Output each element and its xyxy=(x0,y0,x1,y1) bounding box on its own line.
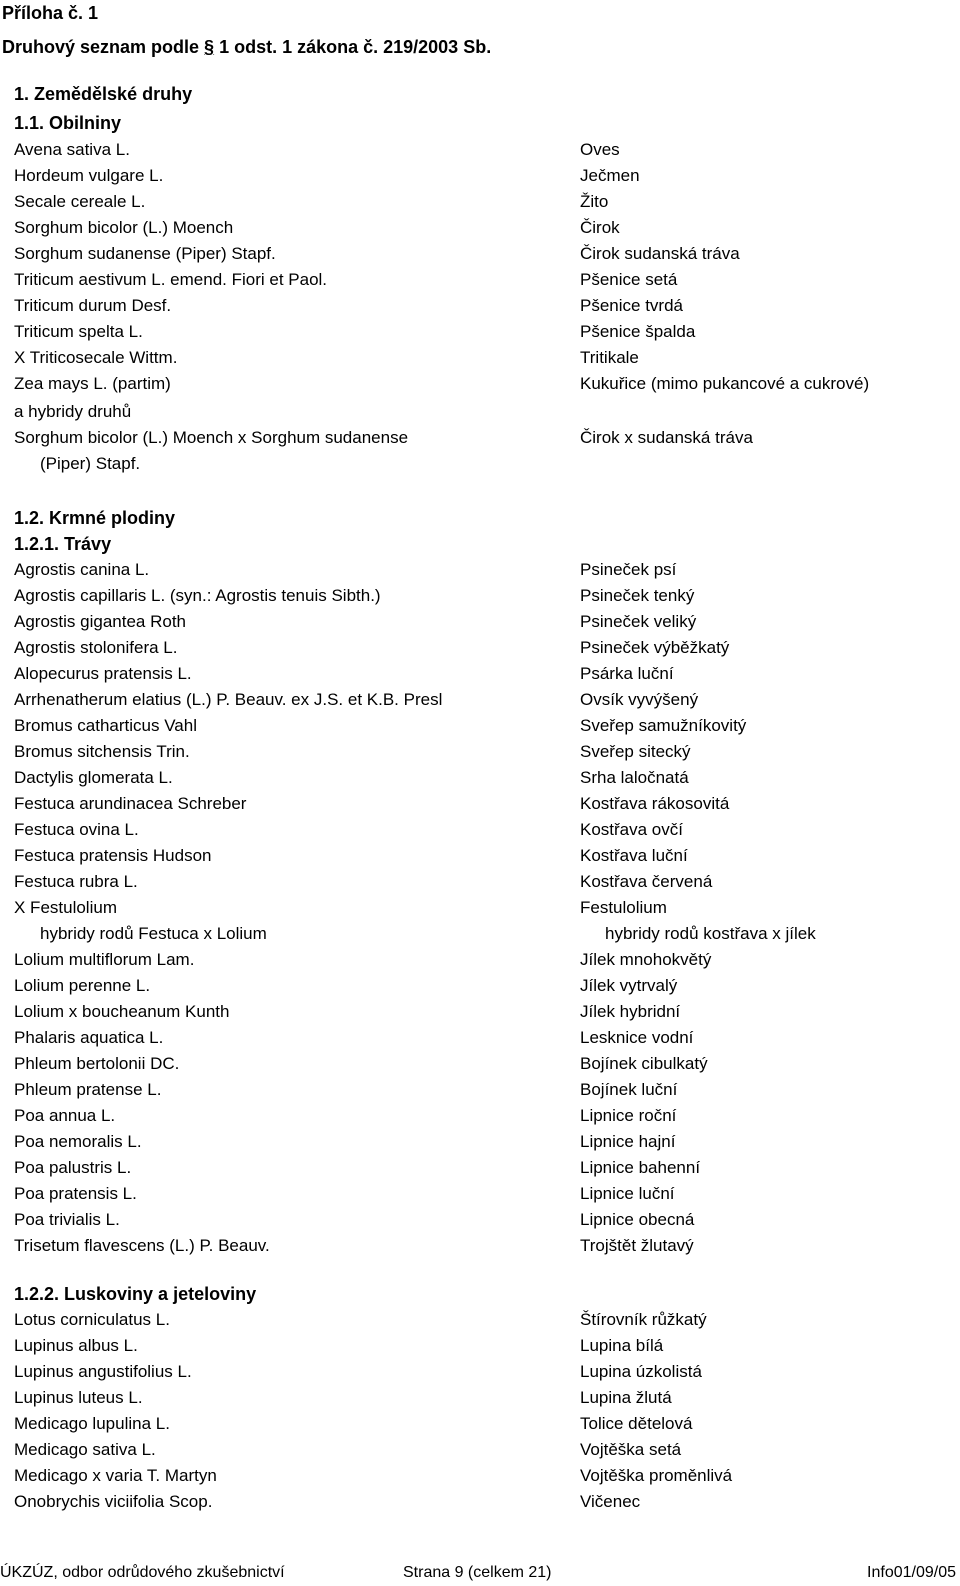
species-row xyxy=(0,322,960,348)
species-row xyxy=(0,664,960,690)
latin-name: Phleum bertolonii DC. xyxy=(14,1054,180,1073)
czech-name: Srha laločnatá xyxy=(580,768,689,787)
latin-name: Medicago x varia T. Martyn xyxy=(14,1466,217,1485)
czech-name: Čirok sudanská tráva xyxy=(580,244,740,263)
species-row xyxy=(0,638,960,664)
latin-name: Triticum durum Desf. xyxy=(14,296,172,315)
section-heading-legumes: 1.2.2. Luskoviny a jeteloviny xyxy=(14,1284,257,1304)
czech-name: Vičenec xyxy=(580,1492,641,1511)
czech-name: Čirok x sudanská tráva xyxy=(580,428,753,447)
czech-name: Sveřep samužníkovitý xyxy=(580,716,747,735)
latin-name: X Triticosecale Wittm. xyxy=(14,348,178,367)
species-row xyxy=(0,1388,960,1414)
species-row xyxy=(0,846,960,872)
latin-name: Arrhenatherum elatius (L.) P. Beauv. ex J.S. et K.B. Presl xyxy=(14,690,443,709)
species-row xyxy=(0,1002,960,1028)
species-row xyxy=(0,348,960,374)
latin-name: Trisetum flavescens (L.) P. Beauv. xyxy=(14,1236,270,1255)
latin-name: Sorghum sudanense (Piper) Stapf. xyxy=(14,244,276,263)
latin-name: Sorghum bicolor (L.) Moench xyxy=(14,218,234,237)
latin-name: Lolium perenne L. xyxy=(14,976,151,995)
document-title xyxy=(2,37,491,58)
czech-name: Lipnice obecná xyxy=(580,1210,695,1229)
czech-name: Ovsík vyvýšený xyxy=(580,690,699,709)
species-row xyxy=(0,768,960,794)
species-row xyxy=(0,374,960,400)
species-row xyxy=(0,192,960,218)
latin-name: Bromus catharticus Vahl xyxy=(14,716,197,735)
latin-name: Lupinus luteus L. xyxy=(14,1388,143,1407)
czech-name: Čirok xyxy=(580,218,620,237)
czech-name: Psineček psí xyxy=(580,560,677,579)
czech-name: Lipnice roční xyxy=(580,1106,677,1125)
species-row xyxy=(0,950,960,976)
appendix-label: Příloha č. 1 xyxy=(2,3,99,23)
latin-name: Alopecurus pratensis L. xyxy=(14,664,192,683)
czech-name: Jílek mnohokvětý xyxy=(580,950,712,969)
section-heading-agricultural: 1. Zemědělské druhy xyxy=(14,84,193,104)
czech-name: Bojínek cibulkatý xyxy=(580,1054,708,1073)
species-row xyxy=(0,1440,960,1466)
species-row xyxy=(0,924,960,950)
latin-name: Lupinus albus L. xyxy=(14,1336,138,1355)
latin-name: Hordeum vulgare L. xyxy=(14,166,164,185)
czech-name: Žito xyxy=(580,192,609,211)
species-row xyxy=(0,1054,960,1080)
latin-name: Lolium x boucheanum Kunth xyxy=(14,1002,230,1021)
czech-name: Festulolium xyxy=(580,898,667,917)
czech-name: Lipnice bahenní xyxy=(580,1158,701,1177)
latin-name: Agrostis canina L. xyxy=(14,560,150,579)
section-sign: § xyxy=(204,37,215,57)
latin-name: a hybridy druhů xyxy=(14,402,132,421)
latin-name: Poa palustris L. xyxy=(14,1158,132,1177)
species-row xyxy=(0,402,960,428)
species-row xyxy=(0,820,960,846)
czech-name: Kostřava ovčí xyxy=(580,820,683,839)
latin-name: Agrostis stolonifera L. xyxy=(14,638,178,657)
section-heading-fodder: 1.2. Krmné plodiny xyxy=(14,508,176,528)
czech-name: Kukuřice (mimo pukancové a cukrové) xyxy=(580,374,870,393)
latin-name: Festuca rubra L. xyxy=(14,872,138,891)
latin-name: Poa nemoralis L. xyxy=(14,1132,142,1151)
latin-name: Poa annua L. xyxy=(14,1106,116,1125)
latin-name: Lotus corniculatus L. xyxy=(14,1310,170,1329)
latin-name: Bromus sitchensis Trin. xyxy=(14,742,190,761)
page-footer xyxy=(0,1564,960,1584)
latin-name: hybridy rodů Festuca x Lolium xyxy=(40,924,267,943)
species-row xyxy=(0,1492,960,1518)
czech-name: Bojínek luční xyxy=(580,1080,678,1099)
czech-name: Pšenice špalda xyxy=(580,322,696,341)
latin-name: Agrostis gigantea Roth xyxy=(14,612,186,631)
czech-name: Tritikale xyxy=(580,348,639,367)
species-row xyxy=(0,1210,960,1236)
species-row xyxy=(0,898,960,924)
species-row xyxy=(0,1106,960,1132)
species-row xyxy=(0,1236,960,1262)
latin-name: Poa pratensis L. xyxy=(14,1184,137,1203)
latin-name: Triticum spelta L. xyxy=(14,322,143,341)
species-row xyxy=(0,1028,960,1054)
czech-name: Lupina úzkolistá xyxy=(580,1362,702,1381)
species-row xyxy=(0,976,960,1002)
czech-name: Lupina žlutá xyxy=(580,1388,672,1407)
latin-name: Dactylis glomerata L. xyxy=(14,768,173,787)
czech-name: hybridy rodů kostřava x jílek xyxy=(605,924,816,943)
czech-name: Lipnice hajní xyxy=(580,1132,676,1151)
czech-name: Jílek hybridní xyxy=(580,1002,681,1021)
czech-name: Ječmen xyxy=(580,166,640,185)
species-row xyxy=(0,218,960,244)
czech-name: Štírovník růžkatý xyxy=(580,1310,707,1329)
czech-name: Psineček výběžkatý xyxy=(580,638,730,657)
latin-name: Festuca ovina L. xyxy=(14,820,139,839)
czech-name: Lipnice luční xyxy=(580,1184,675,1203)
title-suffix: 1 odst. 1 zákona č. 219/2003 Sb. xyxy=(214,37,492,57)
latin-name: Lolium multiflorum Lam. xyxy=(14,950,195,969)
species-row xyxy=(0,690,960,716)
czech-name: Pšenice setá xyxy=(580,270,678,289)
species-row xyxy=(0,560,960,586)
species-row xyxy=(0,166,960,192)
latin-name: Lupinus angustifolius L. xyxy=(14,1362,192,1381)
footer-document-id: Info01/09/05 xyxy=(867,1564,956,1581)
species-row xyxy=(0,742,960,768)
footer-organization: ÚKZÚZ, odbor odrůdového zkušebnictví xyxy=(0,1564,285,1581)
species-row xyxy=(0,1414,960,1440)
section-heading-grasses: 1.2.1. Trávy xyxy=(14,534,112,554)
czech-name: Sveřep sitecký xyxy=(580,742,691,761)
czech-name: Vojtěška proměnlivá xyxy=(580,1466,733,1485)
czech-name: Kostřava červená xyxy=(580,872,713,891)
latin-name: Phalaris aquatica L. xyxy=(14,1028,164,1047)
czech-name: Kostřava luční xyxy=(580,846,688,865)
latin-name: Festuca pratensis Hudson xyxy=(14,846,212,865)
czech-name: Lupina bílá xyxy=(580,1336,664,1355)
czech-name: Pšenice tvrdá xyxy=(580,296,683,315)
czech-name: Oves xyxy=(580,140,620,159)
species-row xyxy=(0,1184,960,1210)
latin-name: Zea mays L. (partim) xyxy=(14,374,171,393)
species-row xyxy=(0,140,960,166)
czech-name: Psineček veliký xyxy=(580,612,697,631)
species-row xyxy=(0,428,960,454)
title-prefix: Druhový seznam podle xyxy=(2,37,205,57)
species-row xyxy=(0,872,960,898)
czech-name: Vojtěška setá xyxy=(580,1440,682,1459)
species-row xyxy=(0,454,960,480)
czech-name: Lesknice vodní xyxy=(580,1028,694,1047)
species-row xyxy=(0,1132,960,1158)
species-row xyxy=(0,1466,960,1492)
latin-name: Agrostis capillaris L. (syn.: Agrostis tenuis Sibth.) xyxy=(14,586,381,605)
czech-name: Tolice dětelová xyxy=(580,1414,693,1433)
latin-name: Avena sativa L. xyxy=(14,140,130,159)
species-row xyxy=(0,794,960,820)
species-row xyxy=(0,1336,960,1362)
species-row xyxy=(0,296,960,322)
section-heading-cereals: 1.1. Obilniny xyxy=(14,113,122,133)
latin-name: Onobrychis viciifolia Scop. xyxy=(14,1492,213,1511)
species-row xyxy=(0,1080,960,1106)
latin-name: Triticum aestivum L. emend. Fiori et Paol. xyxy=(14,270,328,289)
species-row xyxy=(0,244,960,270)
footer-page-number: Strana 9 (celkem 21) xyxy=(403,1564,552,1581)
species-row xyxy=(0,270,960,296)
czech-name: Psineček tenký xyxy=(580,586,695,605)
czech-name: Jílek vytrvalý xyxy=(580,976,678,995)
latin-name: Secale cereale L. xyxy=(14,192,146,211)
species-row xyxy=(0,1362,960,1388)
latin-name: (Piper) Stapf. xyxy=(40,454,141,473)
czech-name: Kostřava rákosovitá xyxy=(580,794,730,813)
latin-name: Phleum pratense L. xyxy=(14,1080,162,1099)
species-row xyxy=(0,612,960,638)
czech-name: Psárka luční xyxy=(580,664,674,683)
latin-name: Poa trivialis L. xyxy=(14,1210,120,1229)
species-row xyxy=(0,1158,960,1184)
latin-name: Festuca arundinacea Schreber xyxy=(14,794,247,813)
species-row xyxy=(0,586,960,612)
species-row xyxy=(0,716,960,742)
czech-name: Trojštět žlutavý xyxy=(580,1236,694,1255)
latin-name: Sorghum bicolor (L.) Moench x Sorghum sudanense xyxy=(14,428,409,447)
species-row xyxy=(0,1310,960,1336)
latin-name: Medicago lupulina L. xyxy=(14,1414,170,1433)
latin-name: Medicago sativa L. xyxy=(14,1440,156,1459)
latin-name: X Festulolium xyxy=(14,898,117,917)
